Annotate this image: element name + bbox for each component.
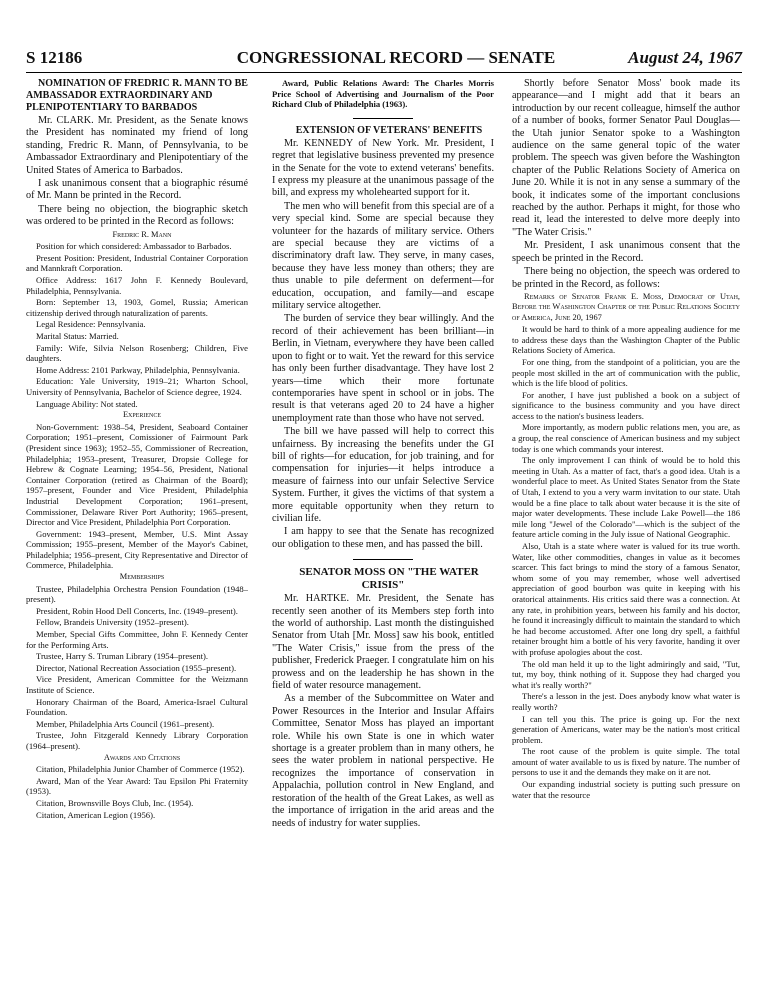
speech-paragraph: For another, I have just published a book on a subject of significance to the business community and you have direct access to the nation's business leaders. <box>512 389 740 421</box>
paragraph: I am happy to see that the Senate has recognized our obligation to these men, and has passed the bill. <box>272 526 494 550</box>
page-number: S 12186 <box>26 48 83 67</box>
speech-paragraph: I can tell you this. The price is going up. For the next generation of Americans, water may be the nation's most critical problem. <box>512 713 740 745</box>
speech-paragraph: For one thing, from the standpoint of a politician, you are the people most skilled in the art of communication with the public, which is the life blood of politics. <box>512 356 740 389</box>
speech-paragraph: It would be hard to think of a more appealing audience for me to address these days than the Washington Chapter of the Public Relations Society of America. <box>512 324 740 356</box>
article-title-veterans: EXTENSION OF VETERANS' BENEFITS <box>295 124 483 136</box>
membership-line: Member, Special Gifts Committee, John F. Kennedy Center for the Performing Arts. <box>26 629 248 650</box>
award-line: Award, Public Relations Award: The Charles Morris Price School of Advertising and Journalism of the Poor Richard Club of Philadelphia (1963). <box>272 78 494 110</box>
bio-name-heading: Fredric R. Mann <box>112 229 172 239</box>
award-line: Citation, Philadelphia Junior Chamber of Commerce (1952). <box>36 764 245 775</box>
speech-text <box>512 324 740 800</box>
article-title-mann: NOMINATION OF FREDRIC R. MANN TO BE AMBASSADOR EXTRAORDINARY AND PLENIPOTENTIARY TO BARBADOS <box>26 78 248 113</box>
header-rule <box>26 72 742 73</box>
experience-heading: Experience <box>122 410 162 420</box>
paragraph: I ask unanimous consent that a biographic résumé of Mr. Mann be printed in the Record. <box>26 178 248 202</box>
remarks-heading: Remarks of Senator Frank E. Moss, Democrat of Utah, Before the Washington Chapter of the Public Relations Society of America, June 20, 1967 <box>512 291 740 322</box>
membership-line: Fellow, Brandeis University (1952–present). <box>36 617 189 628</box>
column-2 <box>272 78 494 978</box>
experience-line: Government: 1943–present, Member, U.S. Mint Assay Commission; 1955–present, Member of the Mayor's Cabinet, Philadelphia; 1956–present, City Representative and Director of Commerce, Philadelphia. <box>26 528 248 571</box>
publication-title: CONGRESSIONAL RECORD — SENATE <box>236 48 556 67</box>
awards-heading: Awards and Citations <box>103 752 181 762</box>
award-continuation <box>272 78 494 110</box>
bio-line: Education: Yale University, 1919–21; Wharton School, University of Pennsylvania, Bachelor of Science degree, 1924. <box>26 376 248 397</box>
award-line: Citation, American Legion (1956). <box>36 809 156 820</box>
bio-line: Language Ability: Not stated. <box>36 398 138 409</box>
experience-line: Non-Government: 1938–54, President, Seaboard Container Corporation; 1951–present, Comissioner of Fairmount Park (President since 1963); 1952–55, Commissioner of Recreation, Philadelphia; 1953–present, Treasurer, Dropsie College for Hebrew & Cognate Learning; 1954–56, President, National Container Corporation (retired as Chairman of the Board); 1957–present, Founder and Vice President, Philadelphia Industrial Development Corporation; 1961–present, Commissioner, Delaware River Port Authority; 1965–present, Director and Vice President, Philadelphia Port Corporation. <box>26 421 248 528</box>
bio-line: Family: Wife, Silvia Nelson Rosenberg; Children, Five daughters. <box>26 342 248 364</box>
membership-line: Member, Philadelphia Arts Council (1961–present). <box>36 718 215 729</box>
membership-line: President, Robin Hood Dell Concerts, Inc. (1949–present). <box>36 605 238 616</box>
paragraph: As a member of the Subcommittee on Water and Power Resources in the Interior and Insular Affairs Committee, Senator Moss has played an important role. While his own State is one in which water shortage is a greater problem than in many others, he sees the water problem in national perspective. He recognizes the importance of conservation in Appalachia, pollution control in New England, and restoration of the health of the Great Lakes, as well as the importance of irrigation in the arid areas and the needs of industry for water supplies. <box>272 693 494 829</box>
section-divider <box>353 559 413 560</box>
membership-line: Vice President, American Committee for the Weizmann Institute of Science. <box>26 674 248 695</box>
memberships-heading: Memberships <box>119 572 165 582</box>
speech-paragraph: More importantly, as modern public relations men, you are, as a group, the real conscience of American business and my subject today is one which commands your interest. <box>512 422 740 454</box>
section-divider <box>353 118 413 119</box>
paragraph: Mr. President, I ask unanimous consent that the speech be printed in the Record. <box>512 240 740 264</box>
paragraph: Shortly before Senator Moss' book made its appearance—and I might add that it bears an introduction by our recent colleague, himself the author of a number of books, former Senator Paul Douglas—the Utah junior Senator spoke to a Washington audience on the same general topic of the water problem. The speech was given before the Washington chapter of the Public Relations Society of America on June 20. While it is not in any sense a summary of the book, it indicates some of the important conclusions reached by the author. Perhaps it might, for those who read it, lead the interested to delve more deeply into "The Water Crisis." <box>512 78 740 238</box>
paragraph: The bill we have passed will help to correct this unfairness. By increasing the benefits under the GI bill of rights—for education, for job training, and for compensation for injuries—it helps introduce a measure of fairness into our unfair Selective Service System. Further, it gives the victims of that system a more equitable opportunity when they return to civilian life. <box>272 426 494 524</box>
speech-paragraph: There's a lesson in the jest. Does anybody know what water is really worth? <box>512 691 740 712</box>
issue-date: August 24, 1967 <box>628 48 742 67</box>
bio-line: Home Address: 2101 Parkway, Philadelphia, Pennsylvania. <box>36 364 240 375</box>
column-1 <box>26 78 248 978</box>
award-line: Citation, Brownsville Boys Club, Inc. (1954). <box>36 797 194 808</box>
bio-line: Marital Status: Married. <box>36 331 119 341</box>
bio-line: Present Position: President, Industrial Container Corporation and Mannkraft Corporation. <box>26 252 248 274</box>
paragraph: Mr. KENNEDY of New York. Mr. President, I regret that legislative business prevented my presence in the Senate for the vote to extend veterans' benefits. I express my pleasure at the unanimous passage of the bill, and express my wholehearted support for it. <box>272 137 494 199</box>
column-3 <box>512 78 740 978</box>
bio-line: Position for which considered: Ambassador to Barbados. <box>36 241 232 252</box>
bio-line: Born: September 13, 1903, Gomel, Russia; American citizenship derived through naturalization of parents. <box>26 297 248 318</box>
bio-line: Office Address: 1617 John F. Kennedy Boulevard, Philadelphia, Pennsylvania. <box>26 275 248 296</box>
membership-line: Trustee, Harry S. Truman Library (1954–present). <box>36 651 209 662</box>
speech-paragraph: The old man held it up to the light admiringly and said, "Tut, tut, my boy, think nothing of it. Suppose they had charged you what it's really worth?" <box>512 658 740 690</box>
paragraph: The burden of service they bear willingly. And the record of their achievement has been brilliant—in Berlin, in Vietnam, everywhere they have been called upon to fight or to wait. Yet the reward for this service has only been further disadvantage. They have lost 2 years—time which their more fortunate contemporaries have spent in school or in jobs. The result is that veterans aged 20 to 24 have a higher unemployment rate than those who have not served. <box>272 313 494 424</box>
award-line: Award, Man of the Year Award: Tau Epsilon Phi Fraternity (1953). <box>26 775 248 797</box>
article-title-water-crisis: SENATOR MOSS ON "THE WATER CRISIS" <box>299 566 479 592</box>
paragraph: There being no objection, the biographic sketch was ordered to be printed in the Record as follows: <box>26 203 248 228</box>
paragraph: Mr. HARTKE. Mr. President, the Senate has recently seen another of its Members step forth into the world of authorship. Last month the distinguished Senator from Utah [Mr. Moss] saw his book, entitled "The Water Crisis," issue from the press of the publisher, Frederick Praeger. I congratulate him on his prowess and on the leadership he has shown in the field of water resource management. <box>272 593 494 692</box>
paragraph: Mr. CLARK. Mr. President, as the Senate knows the President has nominated my friend of long standing, Fredric R. Mann, of Pennsylvania, to be Ambassador Extraordinary and Plenipotentiary of the United States of America to Barbados. <box>26 115 248 176</box>
biographic-sketch <box>26 230 248 820</box>
membership-line: Director, National Recreation Association (1955–present). <box>36 662 237 673</box>
membership-line: Trustee, Philadelphia Orchestra Pension Foundation (1948–present). <box>26 583 248 605</box>
page-header <box>26 48 742 72</box>
membership-line: Honorary Chairman of the Board, America-Israel Cultural Foundation. <box>26 696 248 718</box>
membership-line: Trustee, John Fitzgerald Kennedy Library Corporation (1964–present). <box>26 730 248 751</box>
speech-paragraph: The only improvement I can think of would be to hold this meeting in Utah. As a matter of fact, that's a good idea. Utah is a wonderful place to meet. As United States Senator from the State of Utah, I extend to you a very warm invitation to our state. Utah would be a fine place to talk about water because it is the site of major water developments. These include Lake Powell—the 186 mile long "Jewel of the Colorado"—which is the subject of the feature article coming in the July issue of National Geographic. <box>512 455 740 540</box>
paragraph: The men who will benefit from this special are of a very special kind. Some are special because they volunteer for the hazards of military service. Others are special because they are victims of a discriminatory draft law. They serve, in many cases, because they have less money than others; they are thus unable to pile deferment on deferment—for education, occupation, and family—and escape military service altogether. <box>272 200 494 312</box>
bio-line: Legal Residence: Pennsylvania. <box>36 319 146 330</box>
speech-paragraph: Also, Utah is a state where water is valued for its true worth. Water, like other commodities, changes in value as it becomes scarcer. This fact brings to mind the story of a famous Senator, whom some of you may remember, whose well advertised appreciation of good bourbon was quite in keeping with his oratorical attainments. His critics said there was a connection. At any rate, in prohibition years, between his family and his doctor, he found it increasingly difficult to maintain the standard to which he had become accustomed. After one long dry spell, a faithful retainer brought him a bottle of his very favorite, handing it over with profuse apologies about the cost. <box>512 541 740 657</box>
paragraph: There being no objection, the speech was ordered to be printed in the Record, as follows: <box>512 266 740 290</box>
speech-paragraph: Our expanding industrial society is putting such pressure on water that the resource <box>512 779 740 800</box>
speech-paragraph: The root cause of the problem is quite simple. The total amount of water available to us is fixed by nature. The number of persons to use it and the demands they make on it are not. <box>512 746 740 778</box>
